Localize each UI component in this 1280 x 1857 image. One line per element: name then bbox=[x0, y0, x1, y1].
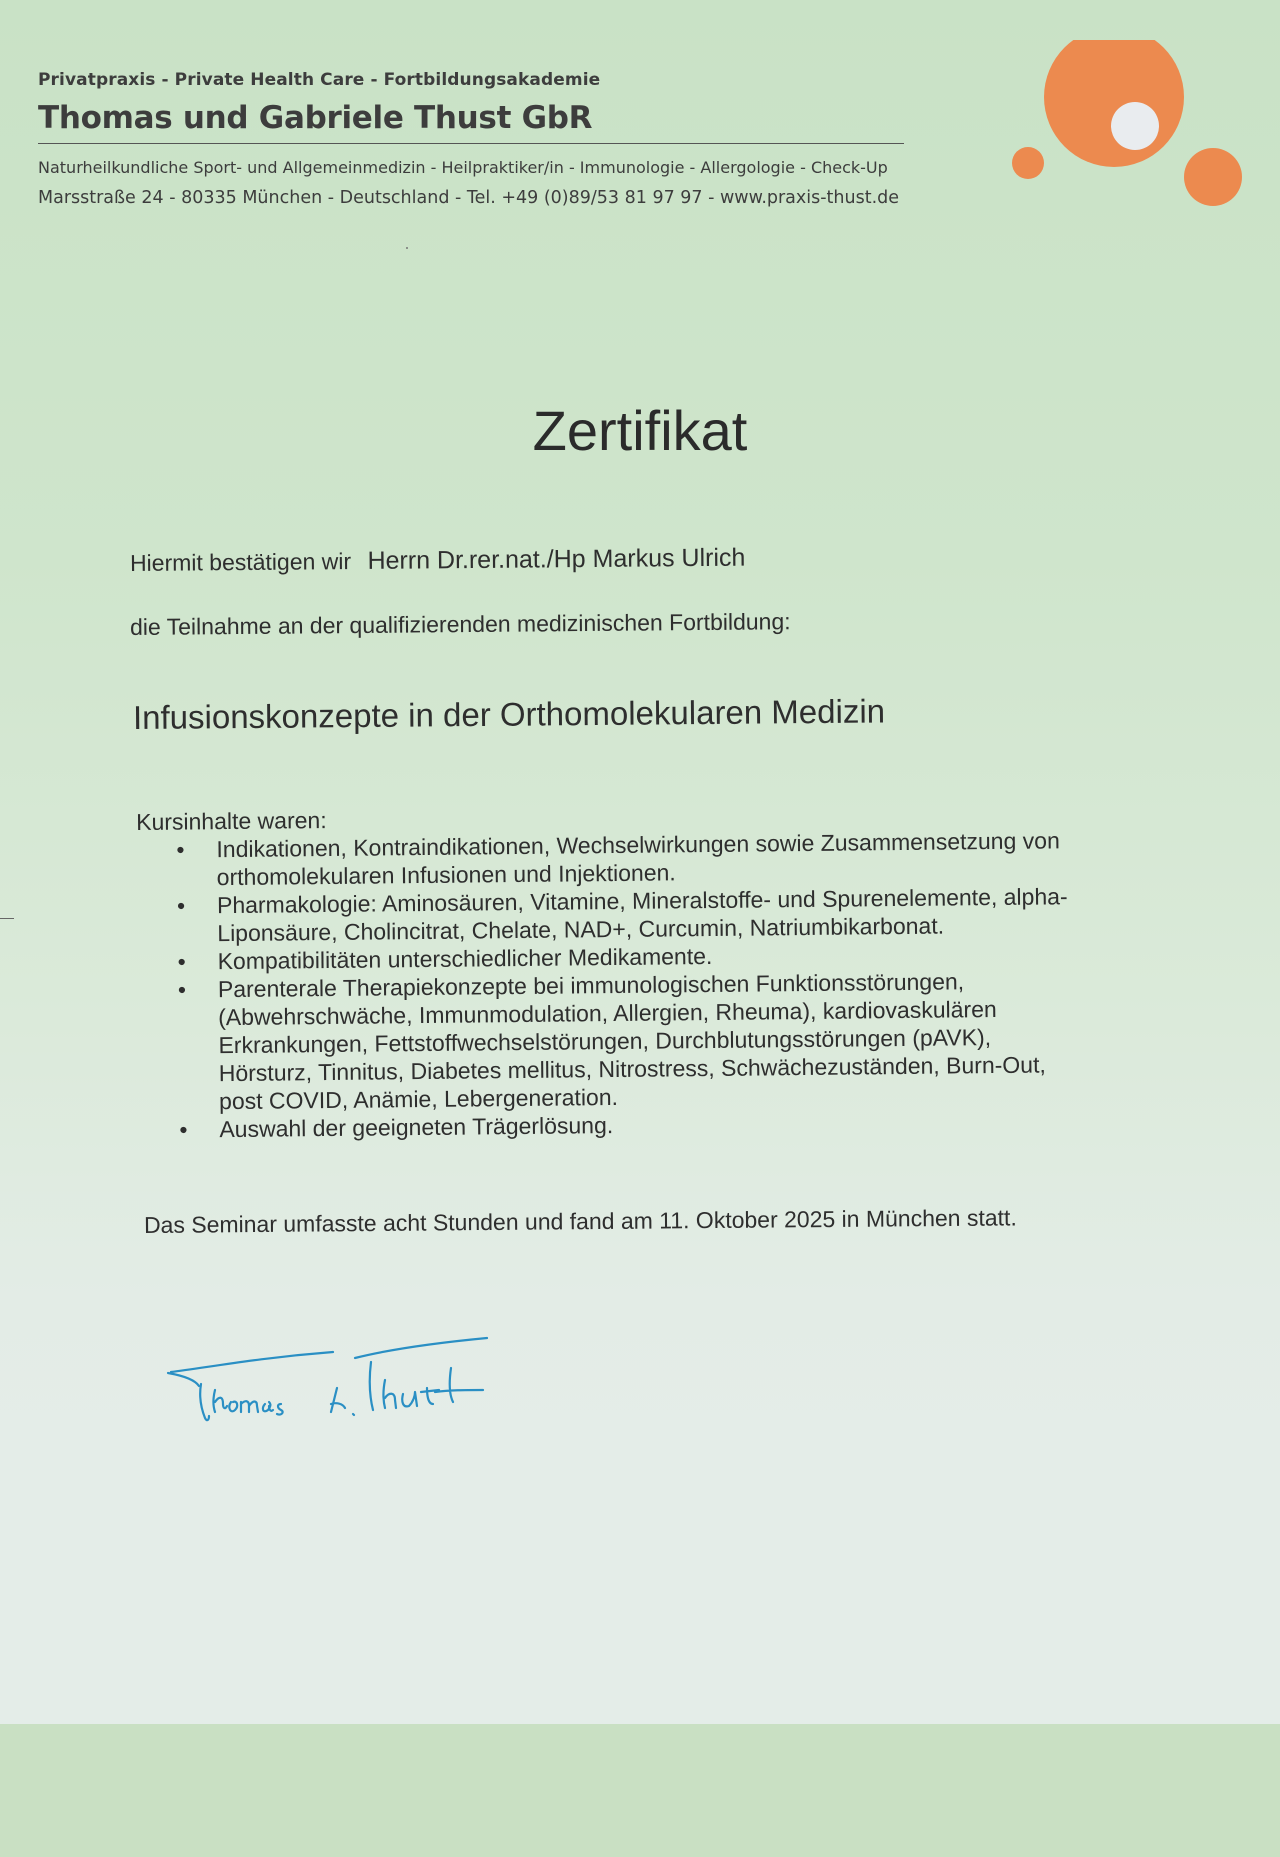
practice-specialties: Naturheilkundliche Sport- und Allgemeinmedizin - Heilpraktiker/in - Immunologie - Allergologie - Check-Up bbox=[38, 158, 888, 177]
bullet-icon: • bbox=[176, 892, 186, 919]
bullet-icon: • bbox=[176, 836, 185, 863]
logo-large-circle bbox=[1044, 40, 1184, 167]
recipient-name: Herrn Dr.rer.nat./Hp Markus Ulrich bbox=[367, 543, 746, 575]
contents-item-line: (Abwehrschwäche, Immunmodulation, Allergien, Rheuma), kardiovaskulären bbox=[218, 995, 997, 1031]
contents-list bbox=[136, 825, 1149, 1144]
contents-item-line: Kompatibilitäten unterschiedlicher Medikamente. bbox=[217, 942, 713, 975]
letterhead-tagline: Privatpraxis - Private Health Care - Fortbildungsakademie bbox=[38, 70, 601, 90]
contents-item-line: Hörsturz, Tinnitus, Diabetes mellitus, Nitrostress, Schwächezuständen, Burn-Out, bbox=[218, 1051, 1046, 1087]
footer-band bbox=[0, 1724, 1280, 1857]
contents-item-line: Erkrankungen, Fettstoffwechselstörungen, Durchblutungsstörungen (pAVK), bbox=[218, 1024, 992, 1059]
logo-small-right-circle bbox=[1184, 148, 1242, 206]
contents-heading: Kursinhalte waren: bbox=[136, 807, 327, 835]
confirmation-line bbox=[130, 544, 746, 578]
logo-inner-circle bbox=[1111, 102, 1159, 150]
seminar-summary: Das Seminar umfasste acht Stunden und fand am 11. Oktober 2025 in München statt. bbox=[143, 1204, 1017, 1238]
orange-circles-logo bbox=[1008, 40, 1248, 220]
logo-small-left-circle bbox=[1012, 147, 1044, 179]
letterhead bbox=[38, 70, 908, 208]
contents-item-line: Pharmakologie: Aminosäuren, Vitamine, Mineralstoffe- und Spurenelemente, alpha- bbox=[216, 883, 1068, 919]
contents-item-line: Auswahl der geeigneten Trägerlösung. bbox=[219, 1112, 614, 1143]
practice-name: Thomas und Gabriele Thust GbR bbox=[38, 100, 593, 136]
contents-item-line: Liponsäure, Cholincitrat, Chelate, NAD+, Curcumin, Natriumbikarbonat. bbox=[217, 912, 945, 947]
confirmation-text: Hiermit bestätigen wir bbox=[129, 548, 352, 576]
bullet-icon: • bbox=[177, 976, 187, 1003]
bullet-icon: • bbox=[179, 1116, 188, 1143]
participation-text: die Teilnahme an der qualifizierenden medizinischen Fortbildung: bbox=[129, 608, 791, 640]
certificate-title: Zertifikat bbox=[532, 399, 748, 462]
letterhead-divider bbox=[38, 143, 904, 144]
contents-item-line: post COVID, Anämie, Lebergeneration. bbox=[218, 1083, 619, 1115]
contents-item-line: orthomolekularen Infusionen und Injektionen. bbox=[216, 859, 676, 891]
scan-speck bbox=[406, 247, 408, 249]
contents-item-line: Parenterale Therapiekonzepte bei immunologischen Funktionsstörungen, bbox=[217, 968, 965, 1003]
handwritten-signature bbox=[165, 1328, 515, 1438]
course-contents bbox=[136, 797, 1149, 1144]
bullet-icon: • bbox=[177, 948, 186, 975]
course-title: Infusionskonzepte in der Orthomolekularen Medizin bbox=[132, 692, 886, 736]
fold-mark bbox=[0, 918, 14, 919]
contents-list-item bbox=[138, 965, 1149, 1116]
contents-item-line: Indikationen, Kontraindikationen, Wechselwirkungen sowie Zusammensetzung von bbox=[216, 827, 1060, 863]
practice-address: Marsstraße 24 - 80335 München - Deutschland - Tel. +49 (0)89/53 81 97 97 - www.praxis-thust.de bbox=[38, 188, 900, 208]
